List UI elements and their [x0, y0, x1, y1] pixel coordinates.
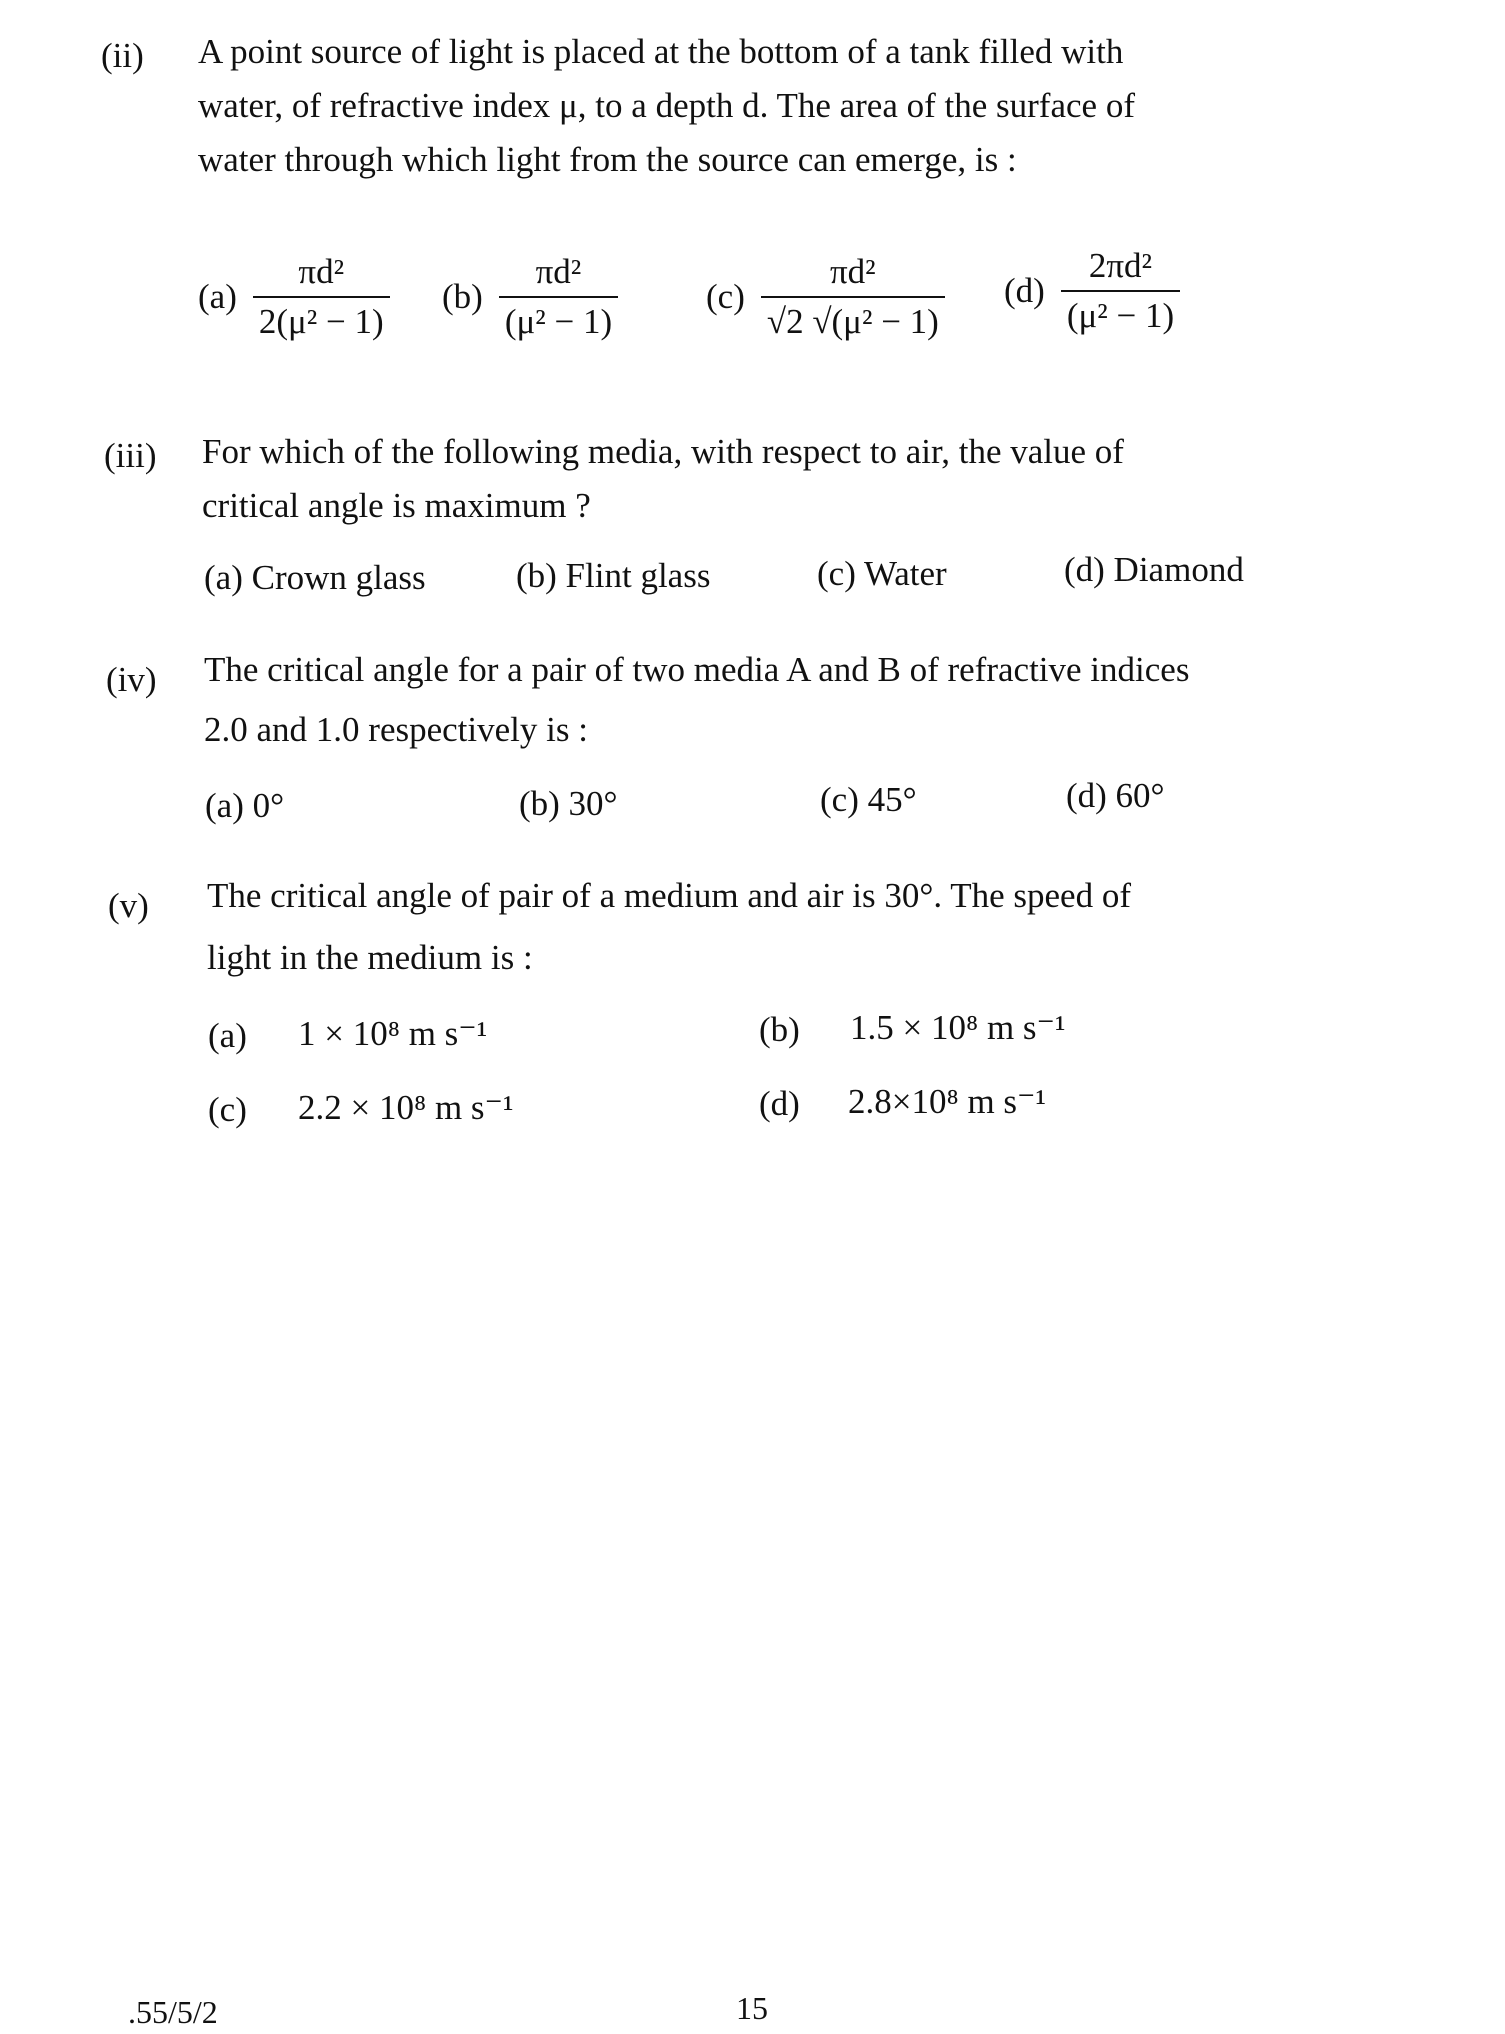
- question-number: (ii): [101, 36, 144, 75]
- option-b: [442, 252, 624, 342]
- numerator: πd²: [298, 252, 345, 291]
- question-number: (iv): [106, 660, 157, 699]
- option-d-value: 2.8×10⁸ m s⁻¹: [848, 1082, 1047, 1121]
- question-text: The critical angle for a pair of two media A and B of refractive indices: [204, 650, 1190, 689]
- option-label: (a): [198, 277, 237, 316]
- denominator: (μ² − 1): [1061, 290, 1180, 336]
- option-b-value: 1.5 × 10⁸ m s⁻¹: [850, 1008, 1066, 1047]
- question-text: The critical angle of pair of a medium and air is 30°. The speed of: [207, 876, 1131, 915]
- fraction: [1061, 246, 1180, 336]
- option-c: (c) Water: [817, 554, 947, 593]
- option-d-label: (d): [759, 1084, 800, 1123]
- question-text: 2.0 and 1.0 respectively is :: [204, 710, 588, 749]
- option-b: (b) 30°: [519, 784, 618, 823]
- question-text: water through which light from the source can emerge, is :: [198, 140, 1017, 179]
- question-number: (iii): [104, 436, 157, 475]
- option-label: (b): [442, 277, 483, 316]
- option-d: [1004, 246, 1186, 336]
- question-text: water, of refractive index μ, to a depth d. The area of the surface of: [198, 86, 1135, 125]
- question-number: (v): [108, 886, 149, 925]
- option-label: (d): [1004, 271, 1045, 310]
- page-number: 15: [736, 1990, 768, 2026]
- numerator: πd²: [535, 252, 582, 291]
- denominator: √2 √(μ² − 1): [761, 296, 945, 342]
- option-a: (a) Crown glass: [204, 558, 426, 597]
- question-text: A point source of light is placed at the bottom of a tank filled with: [198, 32, 1124, 71]
- numerator: 2πd²: [1088, 246, 1153, 285]
- option-label: (c): [706, 277, 745, 316]
- option-c-label: (c): [208, 1090, 247, 1129]
- paper-code: .55/5/2: [128, 1994, 218, 2030]
- fraction: [761, 252, 945, 342]
- numerator: πd²: [830, 252, 876, 291]
- denominator: 2(μ² − 1): [253, 296, 390, 342]
- fraction: [499, 252, 618, 342]
- option-c: (c) 45°: [820, 780, 917, 819]
- fraction: [253, 252, 390, 342]
- question-text: light in the medium is :: [207, 938, 533, 977]
- option-b-label: (b): [759, 1010, 800, 1049]
- denominator: (μ² − 1): [499, 296, 618, 342]
- option-a: [198, 252, 396, 342]
- option-a: (a) 0°: [205, 786, 285, 825]
- option-c-value: 2.2 × 10⁸ m s⁻¹: [298, 1088, 514, 1127]
- option-b: (b) Flint glass: [516, 556, 711, 595]
- question-text: critical angle is maximum ?: [202, 486, 591, 525]
- question-text: For which of the following media, with respect to air, the value of: [202, 432, 1124, 471]
- option-d: (d) 60°: [1066, 776, 1165, 815]
- option-d: (d) Diamond: [1064, 550, 1244, 589]
- option-a-label: (a): [208, 1016, 247, 1055]
- option-c: [706, 252, 951, 342]
- option-a-value: 1 × 10⁸ m s⁻¹: [298, 1014, 488, 1053]
